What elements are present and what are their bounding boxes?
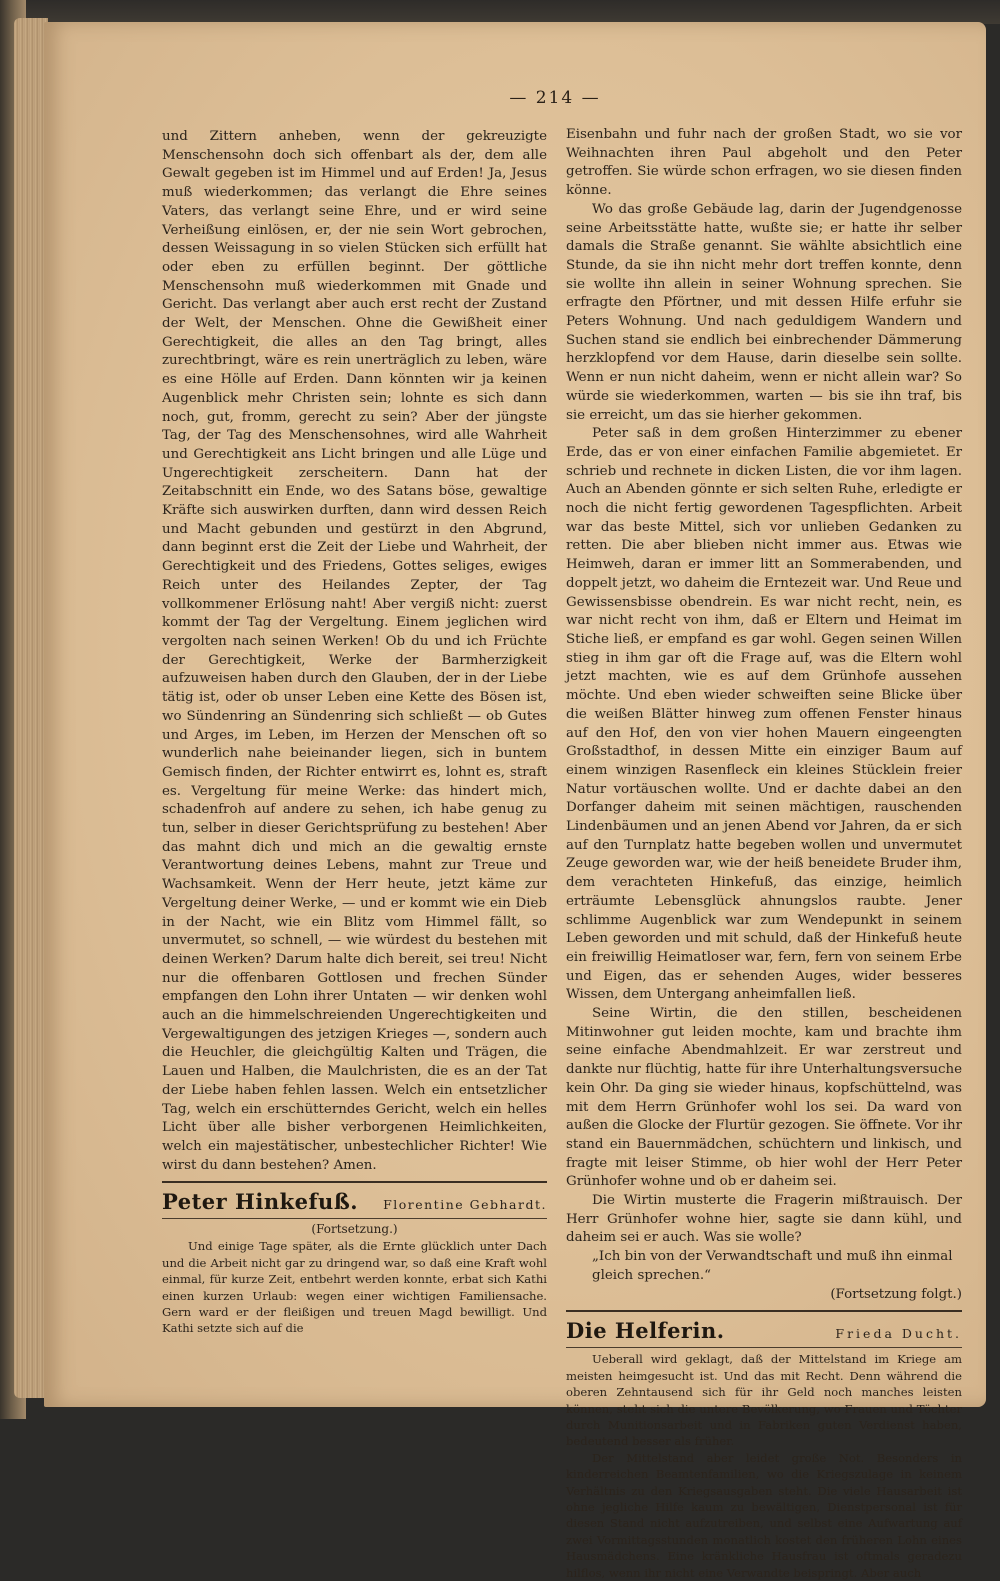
article-author: Florentine Gebhardt.: [383, 1197, 547, 1213]
story-paragraph: Wo das große Gebäude lag, darin der Jugendgenosse seine Arbeitsstätte hatte, wußte sie; er hatte ihr selber damals die Straße genannt. Sie wählte absichtlich eine Stunde, da sie ihn nicht mehr dort treffen konnte, denn sie wollte ihn allein in seiner Wohnung sprechen. Sie erfragte den Pförtner, und mit dessen Hilfe erfuhr sie Peters Wohnung. Und nach geduldigem Wandern und Suchen stand sie endlich bei einbrechender Dämmerung herzklopfend vor dem Hause, darin dieselbe sein sollte. Wenn er nun nicht daheim, wenn er nicht allein war? So würde sie wiederkommen, warten — bis sie ihn traf, bis sie erreicht, um das sie hierher gekommen.: [566, 201, 962, 423]
article-header-peter-hinkefuss: [162, 1189, 547, 1214]
story-paragraph: Peter saß in dem großen Hinterzimmer zu ebener Erde, das er von einer einfachen Familie abgemietet. Er schrieb und rechnete in dicken Listen, die vor ihm lagen. Auch an Abenden gönnte er sich selten Ruhe, erledigte er noch die nicht fertig gewordenen Tagespflichten. Arbeit war das beste Mittel, sich vor unlieben Gedanken zu retten. Die aber blieben nicht immer aus. Etwas wie Heimweh, daran er immer litt an Sommerabenden, und doppelt jetzt, wo daheim die Erntezeit war. Und Reue und Gewissensbisse obendrein. Es war nicht recht, nein, es war nicht recht von ihm, daß er Eltern und Heimat im Stiche ließ, er empfand es gar wohl. Gegen seinen Willen stieg in ihm gar oft die Frage auf, was die Eltern wohl jetzt machten, wie es auf dem Grünhofe aussehen möchte. Und eben wieder schweiften seine Blicke über die weißen Blätter hinweg zum offenen Fenster hinaus auf den Hof, den von vier hohen Mauern eingeengten Großstadthof, in dessen Mitte ein einziger Baum auf einem winzigen Rasenfleck ein kleines Stücklein freier Natur vortäuschen wollte. Und er dachte dabei an den Dorfanger daheim mit seinen mächtigen, rauschenden Lindenbäumen und an jenen Abend vor Jahren, da er sich auf den Turnplatz hatte begeben wollen und unvermutet Zeuge geworden war, wie der heiß beneidete Bruder ihm, dem verachteten Hinkefuß, das einzige, heimlich erträumte Lebensglück ahnungslos raubte. Jener schlimme Augenblick war zum Wendepunkt in seinem Leben geworden und mit schuld, daß der Hinkefuß heute ein freiwillig Heimatloser war, fern, fern von seinem Erbe und Eigen, das er sehenden Auges, wider besseres Wissen, dem Untergang anheimfallen ließ.: [566, 426, 962, 1003]
page-number: — 214 —: [509, 88, 601, 108]
book-page-edges: [14, 18, 48, 1398]
essay-paragraph: Ueberall wird geklagt, daß der Mittelstand im Kriege am meisten heimgesucht ist. Und das mit Recht. Denn während die oberen Zehntausend sich für ihr Geld noch manches leisten können, steht sich die untere Bevölkerung, wo Frauen und Töchter durch Munitionsarbeit und in Fabriken guten Verdienst haben, bedeutend besser als früher.: [566, 1352, 962, 1449]
story-closing-note: [566, 1286, 962, 1305]
story-paragraph: Eisenbahn und fuhr nach der großen Stadt, wo sie vor Weihnachten ihren Paul abgeholt und den Peter getroffen. Sie würde schon erfragen, wo sie diesen finden könne.: [566, 127, 962, 199]
article-author: Frieda Ducht.: [835, 1326, 962, 1342]
sermon-paragraph: und Zittern anheben, wenn der gekreuzigte Menschensohn doch sich offenbart als der, dem alle Gewalt gegeben ist im Himmel und auf Erden! Ja, Jesus muß wiederkommen; das verlangt die Ehre seines Vaters, das verlangt seine Ehre, und er wird seine Verheißung einlösen, er, der nie sein Wort gebrochen, dessen Weissagung in so vielen Stücken sich erfüllt hat oder eben zu erfüllen beginnt. Der göttliche Menschensohn muß wiederkommen mit Gnade und Gericht. Das verlangt aber auch erst recht der Zustand der Welt, der Menschen. Ohne die Gewißheit einer Gerechtigkeit, die alles an den Tag bringt, alles zurechtbringt, wäre es rein unerträglich zu leben, wäre es eine Hölle auf Erden. Dann könnten wir ja keinen Augenblick mehr Christen sein; lohnte es sich dann noch, gut, fromm, gerecht zu sein? Aber der jüngste Tag, der Tag des Menschensohnes, wird alle Wahrheit und Gerechtigkeit ans Licht bringen und alle Lüge und Ungerechtigkeit zerscheitern. Dann hat der Zeitabschnitt ein Ende, wo des Satans böse, gewaltige Kräfte sich auswirken durften, dann wird dessen Reich und Macht gebunden und gestürzt in den Abgrund, dann beginnt erst die Zeit der Liebe und Wahrheit, der Gerechtigkeit und des Friedens, Gottes seliges, ewiges Reich unter des Heilandes Zepter, der Tag vollkommener Erlösung naht! Aber vergiß nicht: zuerst kommt der Tag der Vergeltung. Einem jeglichen wird vergolten nach seinen Werken! Ob du und ich Früchte der Gerechtigkeit, Werke der Barmherzigkeit aufzuweisen haben durch den Glauben, der in der Liebe tätig ist, oder ob unser Leben eine Kette des Bösen ist, wo Sündenring an Sündenring sich schließt — ob Gutes und Arges, im Leben, im Herzen der Menschen oft so wunderlich nahe beieinander liegen, sich in buntem Gemisch finden, der Richter entwirrt es, lohnt es, straft es. Vergeltung für meine Werke: das hindert mich, schadenfroh auf andere zu sehen, ich habe genug zu tun, selber in dieser Gerichtsprüfung zu bestehen! Aber das mahnt dich und mich an die gewaltig ernste Verantwortung deines Lebens, mahnt zur Treue und Wachsamkeit. Wenn der Herr heute, jetzt käme zur Vergeltung deiner Werke, — und er kommt wie ein Dieb in der Nacht, wie ein Blitz vom Himmel fällt, so unvermutet, so schnell, — wie würdest du bestehen mit deinen Werken? Darum halte dich bereit, sei treu! Nicht nur die offenbaren Gottlosen und frechen Sünder empfangen den Lohn ihrer Untaten — wir denken wohl auch an die himmelschreienden Ungerechtigkeiten und Vergewaltigungen des jetzigen Krieges —, sondern auch die Heuchler, die gleichgültig Kalten und Trägen, die Lauen und Halben, die Maulchristen, die es an der Tat der Liebe haben fehlen lassen. Welch ein entsetzlicher Tag, welch ein erschütterndes Gericht, welch ein helles Licht über alle bisher verborgenen Heimlichkeiten, welch ein majestätischer, unbestechlicher Richter! Wie wirst du dann bestehen? Amen.: [162, 129, 547, 1173]
story-paragraph: Seine Wirtin, die den stillen, bescheidenen Mitinwohner gut leiden mochte, kam und brachte ihm seine einfache Abendmahlzeit. Er war zerstreut und dankte nur flüchtig, hatte für ihre Unterhaltungsversuche kein Ohr. Da ging sie wieder hinaus, kopfschüttelnd, was mit dem Herrn Grünhofer wohl los sei. Da ward von außen die Glocke der Flurtür gezogen. Sie öffnete. Vor ihr stand ein Bauernmädchen, schüchtern und linkisch, und fragte mit leiser Stimme, ob hier wohl der Herr Peter Grünhofer wohne und ob er daheim sei.: [566, 1006, 962, 1190]
left-column: [162, 128, 547, 1337]
story-paragraph: Und einige Tage später, als die Ernte glücklich unter Dach und die Arbeit nicht gar zu dringend war, so daß eine Kraft wohl einmal, für kurze Zeit, entbehrt werden konnte, erbat sich Kathi einen kurzen Urlaub: wegen einer wichtigen Familiensache. Gern ward er der fleißigen und treuen Magd bewilligt. Und Kathi setzte sich auf die: [162, 1239, 547, 1336]
continued-note: (Fortsetzung.): [311, 1222, 398, 1237]
story-closing: [566, 1248, 962, 1285]
to-be-continued-note: (Fortsetzung folgt.): [830, 1286, 962, 1302]
essay-paragraph: Der Mittelstand aber leidet große Not. Besonders in kinderreichen Beamtenfamilien, wo die Kriegszulage in keinem Verhältnis zu den Kriegsausgaben steht. Die viele Hausarbeit ist ohne jegliche Hilfe kaum zu bewältigen, Dienstpersonal ist für diesen Stand nicht aufzutreiben, und selbst eine Aufwartung auf zwei Vormittagsstunden monatlich kostet den früheren Lohn eines Hausmädchens. Eine kränkliche Hausfrau ist oftmals geradezu hilflos, wenn ihr nicht eine Verwandte beispringt. Aber auch: [566, 1450, 962, 1580]
story-paragraph: Die Wirtin musterte die Fragerin mißtrauisch. Der Herr Grünhofer wohne hier, sagte sie dann kühl, und daheim sei er auch. Was sie wolle?: [566, 1193, 962, 1246]
title-underline: [162, 1218, 547, 1219]
scan-background-top: [26, 0, 1000, 24]
article-title: Die Helferin.: [566, 1318, 725, 1344]
article-divider: [566, 1310, 962, 1312]
title-underline: [566, 1347, 962, 1348]
right-column: [566, 126, 962, 1581]
story-paragraph: „Ich bin von der Verwandtschaft und muß ihn einmal gleich sprechen.“: [592, 1249, 953, 1283]
article-title: Peter Hinkefuß.: [162, 1189, 359, 1215]
article-header-die-helferin: [566, 1318, 962, 1343]
article-divider: [162, 1181, 547, 1183]
